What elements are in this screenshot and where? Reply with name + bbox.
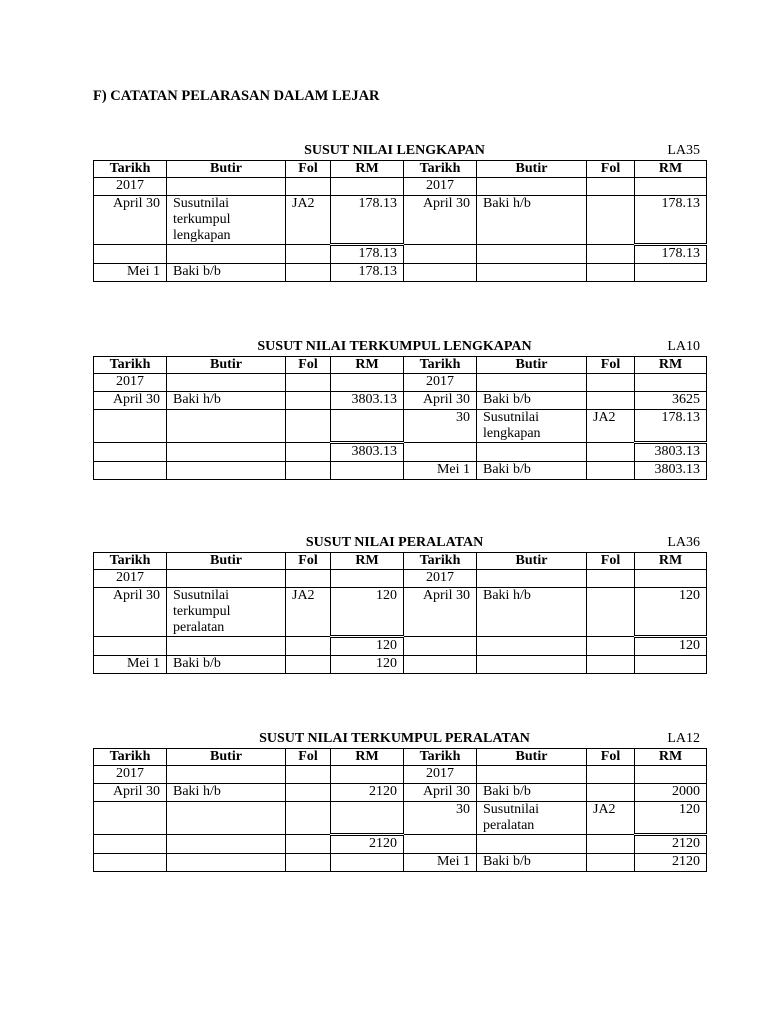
ledger-cell: 120 (635, 802, 707, 835)
ledger-cell: 120 (331, 656, 404, 674)
ledger-row (94, 802, 707, 835)
ledger-cell: 30 (404, 802, 477, 835)
ledger-row (94, 637, 707, 656)
ledger-cell: Baki b/b (167, 264, 286, 282)
ledger-cell (331, 766, 404, 784)
ledger-cell (587, 245, 635, 264)
ledger-cell: Susutnilai terkumpul lengkapan (167, 196, 286, 245)
column-header: RM (635, 161, 707, 178)
ledger-cell (587, 462, 635, 480)
ledger-cell: 2017 (94, 374, 167, 392)
ledger-cell: 2017 (94, 570, 167, 588)
column-header: Tarikh (94, 553, 167, 570)
ledger-code: LA35 (667, 143, 700, 158)
column-header: Butir (167, 749, 286, 766)
ledger-cell (477, 245, 587, 264)
column-header: RM (635, 357, 707, 374)
ledger-row (94, 392, 707, 410)
ledger-cell (167, 835, 286, 854)
ledger-cell: 30 (404, 410, 477, 443)
ledger-cell: April 30 (94, 392, 167, 410)
ledger-cell: 3625 (635, 392, 707, 410)
ledger-row (94, 854, 707, 872)
ledger-cell (94, 245, 167, 264)
ledger-cell: 178.13 (331, 196, 404, 245)
column-header: Fol (587, 553, 635, 570)
ledger-cell (477, 178, 587, 196)
ledger-cell (635, 570, 707, 588)
ledger-cell (404, 245, 477, 264)
ledger-cell: 2017 (94, 178, 167, 196)
column-header: Butir (167, 161, 286, 178)
ledger-table (93, 356, 707, 480)
ledger-cell: 2000 (635, 784, 707, 802)
ledger-row (94, 264, 707, 282)
ledger-title: SUSUT NILAI TERKUMPUL LENGKAPAN (257, 339, 532, 354)
ledger-row (94, 766, 707, 784)
ledger-cell (286, 835, 331, 854)
ledger-row (94, 245, 707, 264)
ledger-cell: April 30 (94, 784, 167, 802)
ledger-row (94, 784, 707, 802)
ledger-cell: 2017 (94, 766, 167, 784)
column-header: Butir (167, 357, 286, 374)
ledger-cell (587, 766, 635, 784)
ledger-cell (587, 196, 635, 245)
ledger-cell: Baki h/b (167, 784, 286, 802)
ledger-cell (587, 656, 635, 674)
ledger-cell (477, 656, 587, 674)
ledger-account (93, 731, 706, 872)
ledger-cell (331, 854, 404, 872)
ledger-cell (167, 443, 286, 462)
ledger-cell (286, 637, 331, 656)
ledger-cell (331, 178, 404, 196)
ledger-cell: April 30 (404, 392, 477, 410)
ledger-cell: 3803.13 (635, 462, 707, 480)
ledger-cell (94, 637, 167, 656)
column-header: Tarikh (404, 553, 477, 570)
ledger-cell (286, 264, 331, 282)
column-header: Fol (286, 553, 331, 570)
column-header: RM (635, 553, 707, 570)
ledger-cell: 2017 (404, 570, 477, 588)
ledger-cell: April 30 (94, 588, 167, 637)
ledger-cell (286, 392, 331, 410)
ledger-table (93, 160, 707, 282)
ledger-cell (167, 802, 286, 835)
ledger-cell: 3803.13 (331, 443, 404, 462)
ledger-row (94, 374, 707, 392)
ledger-cell: 120 (331, 637, 404, 656)
column-header: Tarikh (94, 357, 167, 374)
ledger-cell (167, 637, 286, 656)
ledger-cell: JA2 (286, 588, 331, 637)
ledger-cell (404, 264, 477, 282)
ledger-cell: JA2 (286, 196, 331, 245)
ledger-cell: Baki b/b (477, 462, 587, 480)
column-header: Tarikh (94, 749, 167, 766)
ledger-cell (167, 374, 286, 392)
ledger-cell: 2017 (404, 374, 477, 392)
ledger-cell (331, 802, 404, 835)
column-header: Tarikh (404, 357, 477, 374)
ledger-cell: 3803.13 (635, 443, 707, 462)
column-header: Fol (587, 749, 635, 766)
column-header: RM (635, 749, 707, 766)
ledger-cell (477, 264, 587, 282)
ledger-cell: 2017 (404, 766, 477, 784)
ledger-cell (331, 462, 404, 480)
ledger-row (94, 196, 707, 245)
column-header: Fol (286, 749, 331, 766)
ledger-row (94, 410, 707, 443)
ledger-code: LA12 (667, 731, 700, 746)
column-header: RM (331, 161, 404, 178)
ledger-cell: 2120 (331, 835, 404, 854)
column-header: Butir (477, 553, 587, 570)
ledger-cell (477, 637, 587, 656)
ledger-cell: 178.13 (331, 245, 404, 264)
ledger-account (93, 535, 706, 674)
ledger-code: LA36 (667, 535, 700, 550)
ledger-cell (286, 245, 331, 264)
ledger-cell (167, 178, 286, 196)
ledger-cell: Baki b/b (167, 656, 286, 674)
ledger-row (94, 588, 707, 637)
column-header: Fol (587, 357, 635, 374)
ledger-cell (587, 178, 635, 196)
ledger-cell: Mei 1 (404, 854, 477, 872)
ledger-cell (635, 766, 707, 784)
ledger-cell: 2120 (635, 854, 707, 872)
ledger-cell (587, 392, 635, 410)
ledger-cell (635, 178, 707, 196)
column-header: Fol (286, 357, 331, 374)
ledger-cell: 2120 (635, 835, 707, 854)
ledger-cell: Mei 1 (94, 264, 167, 282)
ledger-cell (404, 656, 477, 674)
ledger-column-headers (94, 161, 707, 178)
ledger-cell: 3803.13 (331, 392, 404, 410)
ledger-cell (167, 245, 286, 264)
ledger-cell (167, 462, 286, 480)
ledger-cell (286, 178, 331, 196)
ledger-title: SUSUT NILAI TERKUMPUL PERALATAN (259, 731, 530, 746)
ledger-cell: Susutnilai lengkapan (477, 410, 587, 443)
ledger-cell: JA2 (587, 802, 635, 835)
ledger-cell: Baki h/b (477, 196, 587, 245)
ledger-row (94, 462, 707, 480)
ledger-cell: 178.13 (635, 245, 707, 264)
column-header: Butir (477, 749, 587, 766)
ledger-table (93, 552, 707, 674)
ledger-cell (587, 374, 635, 392)
column-header: Fol (286, 161, 331, 178)
ledger-cell (286, 374, 331, 392)
ledger-cell (587, 835, 635, 854)
ledger-row (94, 178, 707, 196)
ledger-cell: Susutnilai terkumpul peralatan (167, 588, 286, 637)
ledger-cell (167, 570, 286, 588)
ledger-cell (286, 802, 331, 835)
ledger-cell (286, 784, 331, 802)
column-header: RM (331, 749, 404, 766)
ledger-cell (587, 854, 635, 872)
ledger-cell: 120 (635, 637, 707, 656)
ledger-cell (477, 766, 587, 784)
column-header: Tarikh (94, 161, 167, 178)
ledger-cell (331, 374, 404, 392)
ledger-cell (404, 443, 477, 462)
ledger-row (94, 570, 707, 588)
ledger-cell (94, 443, 167, 462)
ledger-header (93, 731, 706, 748)
ledger-cell (477, 570, 587, 588)
ledger-cell (94, 835, 167, 854)
ledger-cell (404, 835, 477, 854)
ledger-cell (286, 766, 331, 784)
ledger-cell (587, 264, 635, 282)
ledger-cell: Baki h/b (167, 392, 286, 410)
ledger-cell: Baki b/b (477, 784, 587, 802)
ledger-cell (635, 374, 707, 392)
ledger-account (93, 339, 706, 480)
ledger-cell: 2017 (404, 178, 477, 196)
ledger-row (94, 835, 707, 854)
ledger-cell (477, 835, 587, 854)
ledger-cell: 178.13 (635, 196, 707, 245)
column-header: Butir (477, 161, 587, 178)
ledger-cell: April 30 (404, 588, 477, 637)
ledger-cell: JA2 (587, 410, 635, 443)
ledger-column-headers (94, 357, 707, 374)
ledger-cell (94, 802, 167, 835)
ledger-account (93, 143, 706, 282)
ledger-cell (587, 588, 635, 637)
ledger-cell: Susutnilai peralatan (477, 802, 587, 835)
ledger-cell (286, 854, 331, 872)
ledger-code: LA10 (667, 339, 700, 354)
ledger-header (93, 143, 706, 160)
ledger-cell (286, 462, 331, 480)
ledger-cell: April 30 (404, 196, 477, 245)
column-header: Tarikh (404, 749, 477, 766)
ledger-cell (94, 462, 167, 480)
column-header: Fol (587, 161, 635, 178)
ledger-row (94, 656, 707, 674)
ledger-cell (404, 637, 477, 656)
ledger-column-headers (94, 749, 707, 766)
ledger-cell (167, 854, 286, 872)
column-header: Tarikh (404, 161, 477, 178)
ledger-column-headers (94, 553, 707, 570)
ledger-cell (286, 656, 331, 674)
ledger-cell (635, 264, 707, 282)
ledger-header (93, 535, 706, 552)
ledger-header (93, 339, 706, 356)
ledger-title: SUSUT NILAI LENGKAPAN (304, 143, 485, 158)
column-header: RM (331, 357, 404, 374)
ledger-cell (587, 784, 635, 802)
ledger-row (94, 443, 707, 462)
ledger-cell (167, 766, 286, 784)
ledger-cell (331, 570, 404, 588)
ledger-cell: April 30 (404, 784, 477, 802)
page-heading: F) CATATAN PELARASAN DALAM LEJAR (93, 88, 380, 104)
ledger-cell (587, 570, 635, 588)
ledger-cell (286, 410, 331, 443)
ledger-cell (587, 637, 635, 656)
ledger-cell (286, 443, 331, 462)
ledger-cell: Baki b/b (477, 392, 587, 410)
ledger-cell: 178.13 (331, 264, 404, 282)
column-header: Butir (477, 357, 587, 374)
ledger-cell: 120 (331, 588, 404, 637)
ledger-table (93, 748, 707, 872)
ledger-cell (94, 854, 167, 872)
ledger-cell: April 30 (94, 196, 167, 245)
ledger-cell (331, 410, 404, 443)
ledger-cell: Mei 1 (94, 656, 167, 674)
ledger-cell (635, 656, 707, 674)
ledger-cell: 178.13 (635, 410, 707, 443)
ledger-cell: 2120 (331, 784, 404, 802)
ledger-cell (167, 410, 286, 443)
ledger-cell (587, 443, 635, 462)
column-header: RM (331, 553, 404, 570)
ledger-cell (477, 443, 587, 462)
ledger-cell: 120 (635, 588, 707, 637)
ledger-cell: Mei 1 (404, 462, 477, 480)
ledger-title: SUSUT NILAI PERALATAN (305, 535, 484, 550)
ledger-cell (94, 410, 167, 443)
ledger-cell (477, 374, 587, 392)
ledger-cell: Baki b/b (477, 854, 587, 872)
ledger-cell (286, 570, 331, 588)
ledger-cell: Baki h/b (477, 588, 587, 637)
column-header: Butir (167, 553, 286, 570)
